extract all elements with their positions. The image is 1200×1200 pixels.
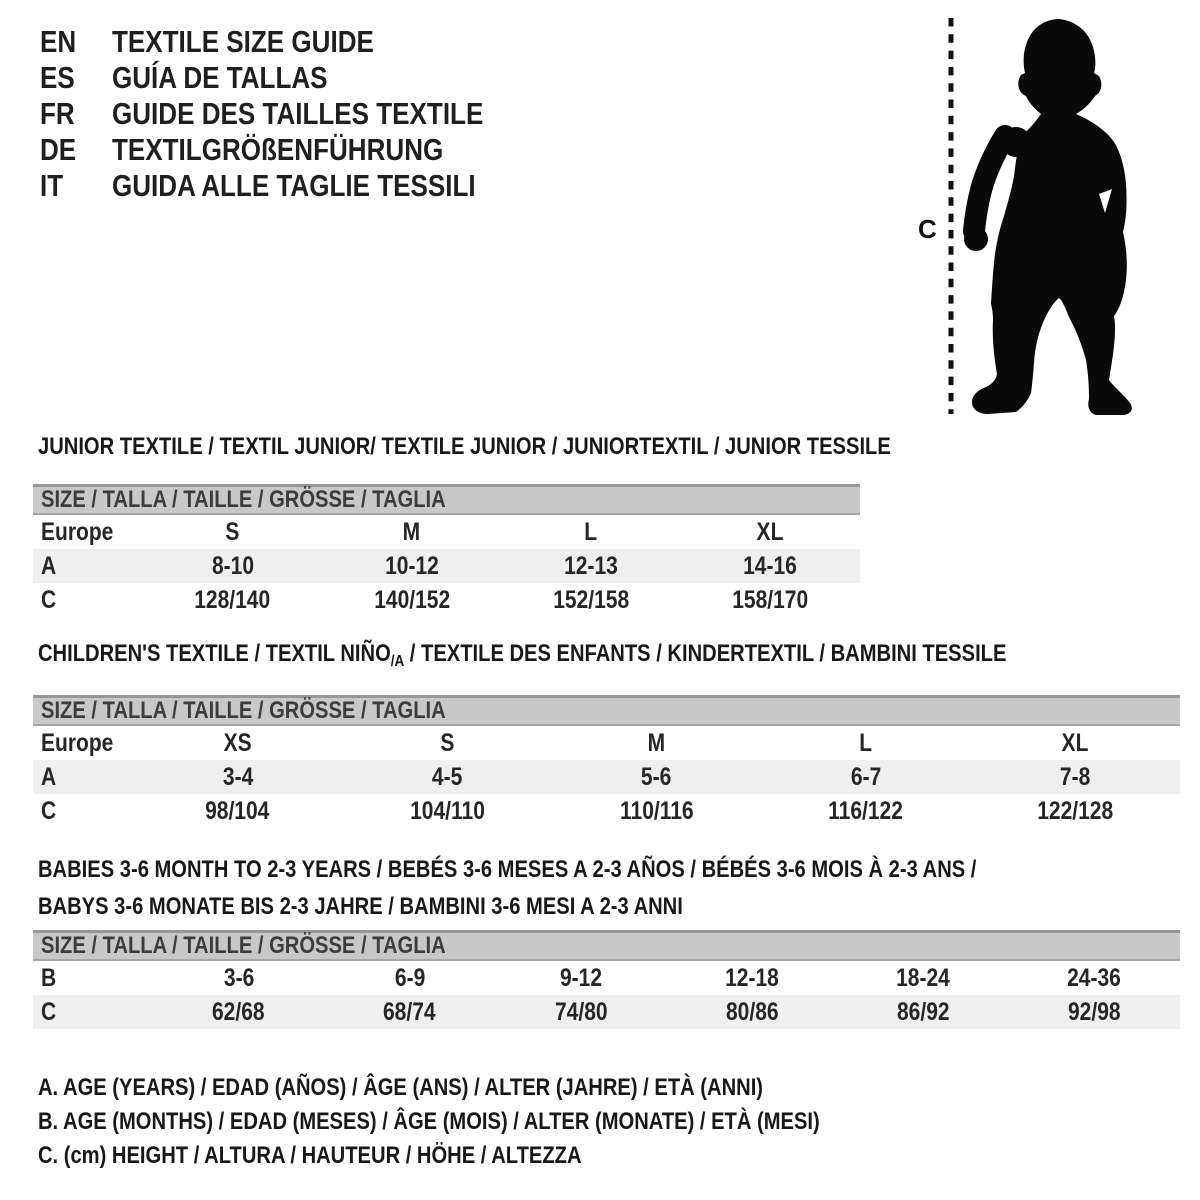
table-row	[33, 583, 860, 617]
toddler-left-arm	[974, 136, 1005, 231]
row-label: Europe	[41, 728, 114, 757]
size-cell: 128/140	[194, 585, 271, 614]
size-cell: 158/170	[732, 585, 809, 614]
toddler-silhouette	[972, 19, 1132, 415]
size-cell: 62/68	[212, 997, 265, 1026]
size-cell: 86/92	[896, 997, 950, 1026]
size-cell: 140/152	[373, 585, 450, 614]
legend-line-height: C. (cm) HEIGHT / ALTURA / HAUTEUR / HÖHE / ALTEZZA	[38, 1142, 582, 1169]
table-row	[33, 995, 1180, 1029]
legend-line-age-years: A. AGE (YEARS) / EDAD (AÑOS) / ÂGE (ANS) / ALTER (JAHRE) / ETÀ (ANNI)	[38, 1074, 764, 1101]
measure-legend	[38, 1071, 969, 1173]
size-cell: 122/128	[1037, 796, 1114, 825]
table-row	[33, 794, 1180, 828]
language-row	[40, 168, 554, 204]
legend-line-age-months: B. AGE (MONTHS) / EDAD (MESES) / ÂGE (MOIS) / ALTER (MONATE) / ETÀ (MESI)	[38, 1108, 820, 1135]
toddler-left-hand	[964, 227, 988, 251]
table-row	[33, 961, 1180, 995]
size-cell: L	[584, 517, 598, 546]
size-header-bar	[33, 930, 1180, 961]
row-label: C	[41, 997, 57, 1026]
size-cell: S	[225, 517, 240, 546]
size-cell: 110/116	[619, 796, 694, 825]
size-cell: 152/158	[553, 585, 630, 614]
table-body	[33, 515, 860, 617]
size-header-text: SIZE / TALLA / TAILLE / GRÖSSE / TAGLIA	[41, 486, 446, 513]
size-cell: 14-16	[743, 551, 798, 580]
table-body	[33, 961, 1180, 1029]
size-header-text: SIZE / TALLA / TAILLE / GRÖSSE / TAGLIA	[41, 932, 446, 959]
language-code: ES	[40, 60, 75, 95]
language-row	[40, 24, 554, 60]
language-code: FR	[40, 96, 75, 131]
size-cell: M	[403, 517, 421, 546]
size-cell: 6-9	[394, 963, 425, 992]
table-row	[33, 760, 1180, 794]
row-label: B	[41, 963, 57, 992]
size-cell: 104/110	[409, 796, 485, 825]
children-size-table	[33, 695, 1180, 828]
language-guide-title: TEXTILGRÖßENFÜHRUNG	[112, 132, 444, 167]
size-cell: 74/80	[554, 997, 608, 1026]
size-cell: 18-24	[896, 963, 951, 992]
language-row	[40, 96, 554, 132]
table-row	[33, 726, 1180, 760]
language-title-list	[40, 24, 554, 204]
size-cell: 92/98	[1068, 997, 1121, 1026]
size-cell: 116/122	[828, 796, 904, 825]
size-cell: 3-6	[223, 963, 254, 992]
height-letter: C	[918, 214, 937, 244]
babies-section-title	[38, 851, 1155, 925]
children-title-subscript: /A	[390, 653, 405, 670]
table-row	[33, 515, 860, 549]
size-cell: M	[647, 728, 666, 757]
size-cell: XS	[223, 728, 252, 757]
size-cell: 6-7	[850, 762, 882, 791]
size-cell: 68/74	[383, 997, 437, 1026]
language-code: DE	[40, 132, 77, 167]
size-cell: 5-6	[641, 762, 672, 791]
children-title-text: CHILDREN'S TEXTILE / TEXTIL NIÑO/A / TEXTILE DES ENFANTS / KINDERTEXTIL / BAMBINI TESSILE	[38, 641, 1006, 670]
size-cell: 12-18	[725, 963, 779, 992]
size-cell: 80/86	[725, 997, 779, 1026]
size-cell: 24-36	[1067, 963, 1122, 992]
size-header-text: SIZE / TALLA / TAILLE / GRÖSSE / TAGLIA	[41, 697, 446, 724]
junior-title-text: JUNIOR TEXTILE / TEXTIL JUNIOR/ TEXTILE JUNIOR / JUNIORTEXTIL / JUNIOR TESSILE	[38, 433, 891, 460]
size-cell: L	[859, 728, 873, 757]
row-label: A	[41, 762, 57, 791]
language-guide-title: GUÍA DE TALLAS	[112, 60, 328, 95]
size-cell: 98/104	[205, 796, 270, 825]
row-label: C	[41, 585, 57, 614]
language-row	[40, 132, 554, 168]
size-cell: XL	[1061, 728, 1089, 757]
row-label: Europe	[41, 517, 114, 546]
toddler-figure	[880, 0, 1140, 420]
size-cell: 7-8	[1060, 762, 1091, 791]
language-row	[40, 60, 554, 96]
size-cell: 3-4	[222, 762, 253, 791]
size-cell: 12-13	[564, 551, 618, 580]
babies-size-table	[33, 930, 1180, 1029]
size-header-bar	[33, 695, 1180, 726]
table-body	[33, 726, 1180, 828]
language-guide-title: TEXTILE SIZE GUIDE	[112, 24, 374, 59]
size-cell: 10-12	[385, 551, 439, 580]
size-cell: 8-10	[211, 551, 254, 580]
junior-section-title	[38, 434, 1053, 460]
language-guide-title: GUIDA ALLE TAGLIE TESSILI	[112, 168, 476, 203]
language-guide-title: GUIDE DES TAILLES TEXTILE	[112, 96, 484, 131]
junior-size-table	[33, 484, 860, 617]
size-cell: S	[440, 728, 455, 757]
babies-title-line2: BABYS 3-6 MONATE BIS 2-3 JAHRE / BAMBINI 3-6 MESI A 2-3 ANNI	[38, 893, 683, 920]
size-cell: 9-12	[559, 963, 602, 992]
size-cell: XL	[756, 517, 784, 546]
row-label: C	[41, 796, 57, 825]
size-header-bar	[33, 484, 860, 515]
children-section-title	[38, 641, 1191, 670]
row-label: A	[41, 551, 57, 580]
language-code: EN	[40, 24, 77, 59]
table-row	[33, 549, 860, 583]
babies-title-line1: BABIES 3-6 MONTH TO 2-3 YEARS / BEBÉS 3-6 MESES A 2-3 AÑOS / BÉBÉS 3-6 MOIS À 2-3 ANS /	[38, 856, 977, 883]
language-code: IT	[40, 168, 64, 203]
size-cell: 4-5	[431, 762, 463, 791]
